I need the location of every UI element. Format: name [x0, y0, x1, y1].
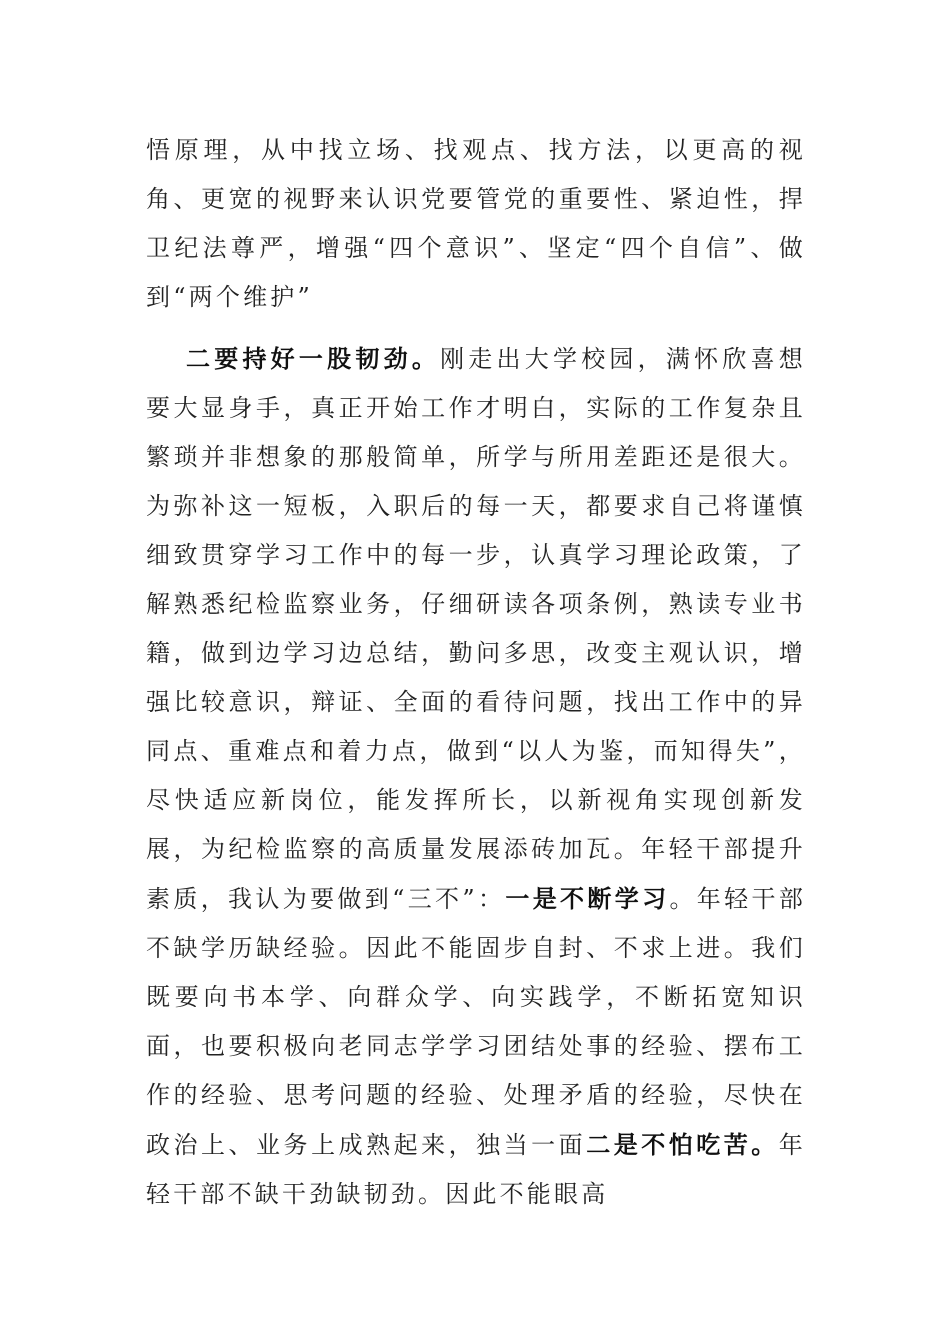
text-segment: 刚走出大学校园，满怀欣喜想要大显身手，真正开始工作才明白，实际的工作复杂且繁琐并非想象的那般简单，所学与所用差距还是很大。为弥补这一短板，入职后的每一天，都要求自己将谨慎细致贯穿学习工作中的每一步，认真学习理论政策，了解熟悉纪检监察业务，仔细研读各项条例，熟读专业书籍，做到边学习边总结，勤问多思，改变主观认识，增强比较意识，辩证、全面的看待问题，找出工作中的异同点、重难点和着力点，做到“以人为鉴，而知得失”，尽快适应新岗位，能发挥所长，以新视角实现创新发展，为纪检监察的高质量发展添砖加瓦。年轻干部提升素质，我认为要做到“三不”：: [146, 345, 806, 913]
text-segment: 。年轻干部不缺学历缺经验。因此不能固步自封、不求上进。我们既要向书本学、向群众学、向实践学，不断拓宽知识面，也要积极向老同志学学习团结处事的经验、摆布工作的经验、思考问题的经验、处理矛盾的经验，尽快在政治上、业务上成熟起来，独当一面: [146, 885, 807, 1159]
heading-segment: 一是不断学习: [505, 884, 670, 913]
text-segment: 年轻干部不缺干劲缺韧劲。因此不能眼高: [146, 1131, 806, 1208]
heading-segment: 二是不怕吃苦。: [586, 1130, 779, 1159]
heading-segment: 二要持好一股韧劲。: [186, 344, 441, 373]
text-segment: 悟原理，从中找立场、找观点、找方法，以更高的视角、更宽的视野来认识党要管党的重要性、紧迫性，捍卫纪法尊严，增强“四个意识”、坚定“四个自信”、做到“两个维护”: [146, 136, 806, 311]
paragraph-continued: [146, 126, 806, 322]
body-text: [146, 126, 806, 1219]
paragraph-second-requirement: [146, 334, 806, 1219]
